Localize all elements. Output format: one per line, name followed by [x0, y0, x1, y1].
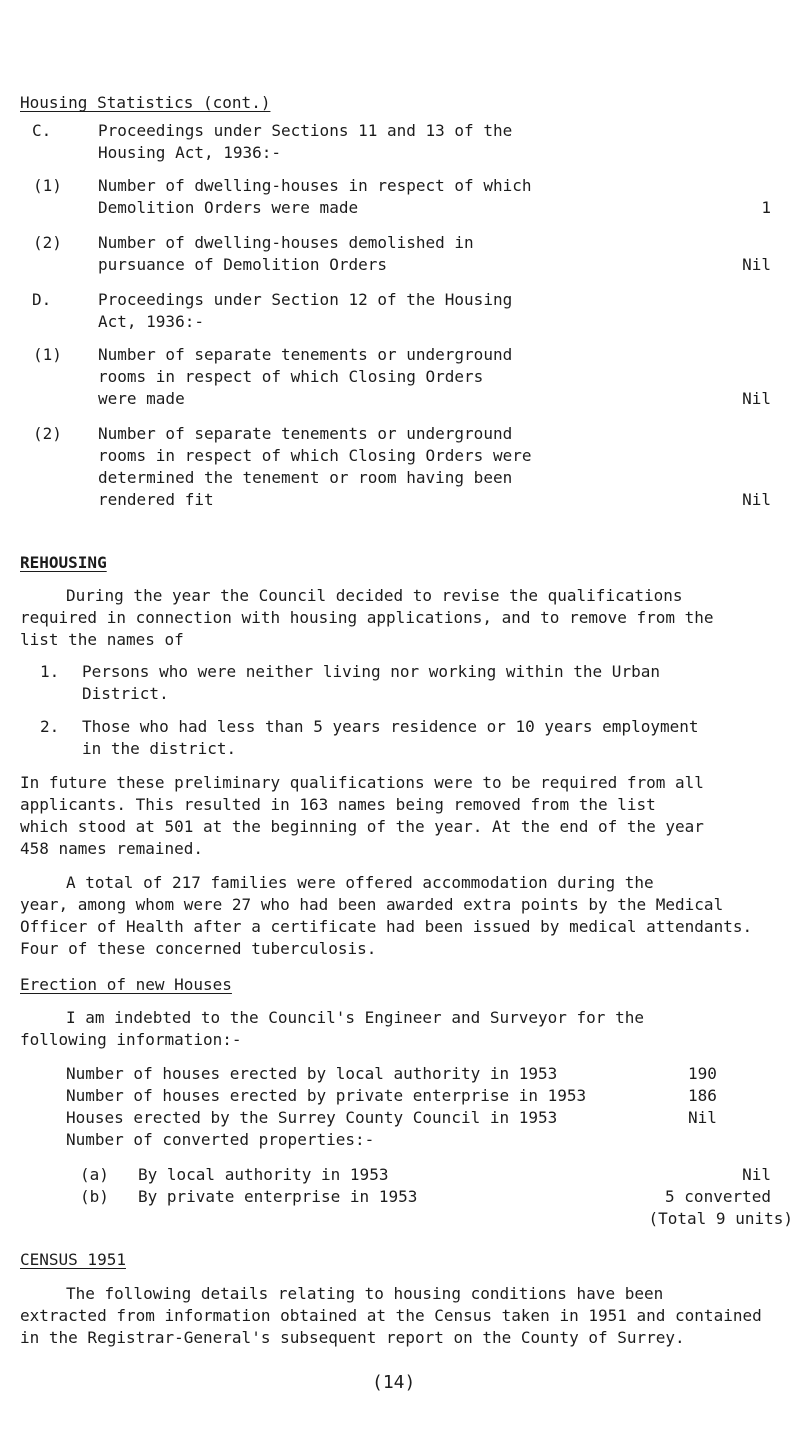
rehousing-para2-line3: which stood at 501 at the beginning of the year. At the end of the year [20, 817, 704, 836]
rehousing-para1-line3: list the names of [20, 630, 184, 649]
rehousing-list2-line1: Those who had less than 5 years residence or 10 years employment [82, 717, 699, 736]
erection-intro-line1: I am indebted to the Council's Engineer and Surveyor for the [66, 1008, 644, 1027]
erection-sub-a-label: By local authority in 1953 [138, 1165, 389, 1184]
section-d-marker: D. [32, 290, 52, 309]
page-header: Housing Statistics (cont.) [20, 93, 271, 112]
section-c-item2-value: Nil [742, 255, 771, 274]
erection-sub-b-number: (b) [80, 1187, 109, 1206]
page-number: (14) [372, 1372, 416, 1393]
section-d-item1-line2: rooms in respect of which Closing Orders [98, 367, 484, 386]
rehousing-para3-line4: Four of these concerned tuberculosis. [20, 939, 377, 958]
rehousing-para3-line3: Officer of Health after a certificate had been issued by medical attendants. [20, 917, 753, 936]
section-d-item2-line3: determined the tenement or room having been [98, 468, 513, 487]
census-para-line2: extracted from information obtained at the Census taken in 1951 and contained [20, 1306, 762, 1325]
erection-row-label: Number of houses erected by local authority in 1953 [66, 1064, 558, 1083]
section-d-title-line1: Proceedings under Section 12 of the Housing [98, 290, 513, 309]
section-d-title-line2: Act, 1936:- [98, 312, 204, 331]
section-d-item1-line3: were made [98, 389, 185, 408]
rehousing-para2-line4: 458 names remained. [20, 839, 204, 858]
erection-row-label: Number of houses erected by private enterprise in 1953 [66, 1086, 587, 1105]
section-c-item1-line2: Demolition Orders were made [98, 198, 359, 217]
census-para-line3: in the Registrar-General's subsequent report on the County of Surrey. [20, 1328, 685, 1347]
erection-row-value: Nil [688, 1108, 717, 1127]
section-c-item2-line1: Number of dwelling-houses demolished in [98, 233, 474, 252]
census-para-line1: The following details relating to housing conditions have been [66, 1284, 664, 1303]
section-c-item1-value: 1 [761, 198, 771, 217]
erection-sub-b-total: (Total 9 units) [648, 1209, 793, 1228]
section-d-item2-value: Nil [742, 490, 771, 509]
section-c-title-line2: Housing Act, 1936:- [98, 143, 282, 162]
section-c-item2-number: (2) [33, 233, 62, 252]
rehousing-para2-line1: In future these preliminary qualifications were to be required from all [20, 773, 704, 792]
rehousing-para3-line1: A total of 217 families were offered accommodation during the [66, 873, 654, 892]
rehousing-list2-line2: in the district. [82, 739, 237, 758]
census-heading: CENSUS 1951 [20, 1250, 126, 1269]
rehousing-list1-line2: District. [82, 684, 169, 703]
section-c-title-line1: Proceedings under Sections 11 and 13 of the [98, 121, 513, 140]
rehousing-para3-line2: year, among whom were 27 who had been awarded extra points by the Medical [20, 895, 724, 914]
erection-row-value: 186 [688, 1086, 717, 1105]
erection-sub-a-number: (a) [80, 1165, 109, 1184]
section-d-item1-value: Nil [742, 389, 771, 408]
rehousing-list1-number: 1. [40, 662, 60, 681]
section-d-item2-number: (2) [33, 424, 62, 443]
section-d-item1-number: (1) [33, 345, 62, 364]
erection-sub-b-value: 5 converted [665, 1187, 771, 1206]
rehousing-para2-line2: applicants. This resulted in 163 names being removed from the list [20, 795, 656, 814]
section-d-item2-line4: rendered fit [98, 490, 214, 509]
rehousing-list1-line1: Persons who were neither living nor working within the Urban [82, 662, 660, 681]
erection-sub-b-label: By private enterprise in 1953 [138, 1187, 418, 1206]
section-d-item1-line1: Number of separate tenements or underground [98, 345, 513, 364]
rehousing-list2-number: 2. [40, 717, 60, 736]
section-c-item2-line2: pursuance of Demolition Orders [98, 255, 387, 274]
section-c-item1-line1: Number of dwelling-houses in respect of which [98, 176, 532, 195]
rehousing-para1-line1: During the year the Council decided to revise the qualifications [66, 586, 683, 605]
rehousing-heading: REHOUSING [20, 553, 107, 572]
erection-row-label: Number of converted properties:- [66, 1130, 375, 1149]
erection-sub-a-value: Nil [742, 1165, 771, 1184]
section-c-marker: C. [32, 121, 52, 140]
erection-heading: Erection of new Houses [20, 975, 232, 994]
section-d-item2-line2: rooms in respect of which Closing Orders were [98, 446, 532, 465]
erection-intro-line2: following information:- [20, 1030, 242, 1049]
erection-row-label: Houses erected by the Surrey County Council in 1953 [66, 1108, 558, 1127]
section-c-item1-number: (1) [33, 176, 62, 195]
erection-row-value: 190 [688, 1064, 717, 1083]
rehousing-para1-line2: required in connection with housing applications, and to remove from the [20, 608, 714, 627]
section-d-item2-line1: Number of separate tenements or underground [98, 424, 513, 443]
